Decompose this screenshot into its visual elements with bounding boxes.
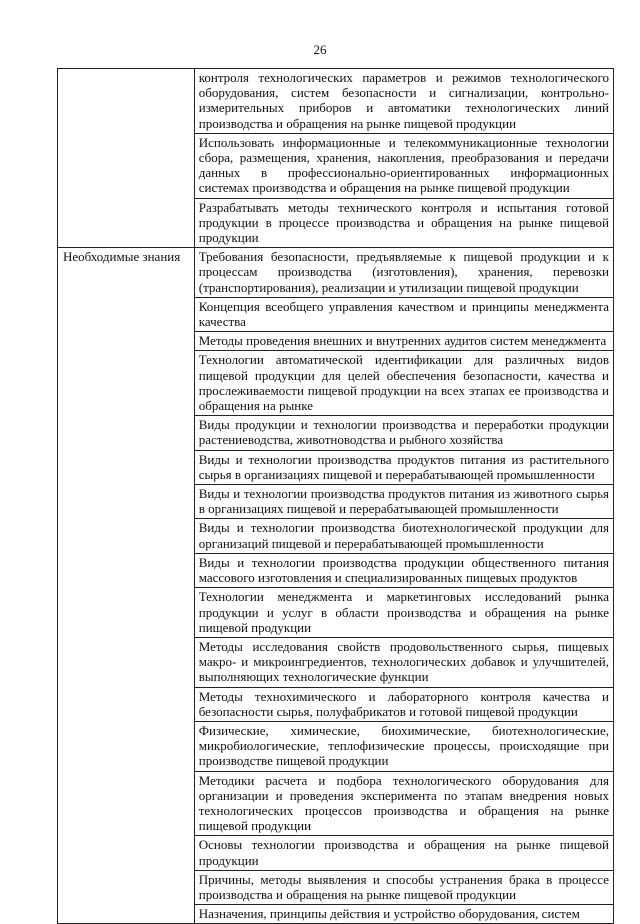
table-row — [58, 198, 614, 248]
table-cell-text: контроля технологических параметров и режимов технологического оборудования, систем безопасности и сигнализации, контрольно-измерительных приборов и автоматики технологических линий производства и обращения на рынке пищевой продукции — [194, 69, 613, 134]
page-number: 26 — [313, 42, 327, 57]
table-row — [58, 248, 614, 298]
table-cell-text: Использовать информационные и телекоммуникационные технологии сбора, размещения, хранения, накопления, преобразования и передачи данных в профессионально-ориентированных информационных системах производства и обращения на рынке пищевой продукции — [194, 133, 613, 198]
empty-label-cell — [58, 870, 195, 904]
empty-label-cell — [58, 637, 195, 687]
table-cell-text: Виды продукции и технологии производства и переработки продукции растениеводства, животноводства и рыбного хозяйства — [194, 416, 613, 450]
table-row — [58, 297, 614, 331]
empty-label-cell — [58, 553, 195, 587]
table-row — [58, 416, 614, 450]
competency-table — [57, 68, 614, 924]
table-cell-text: Разрабатывать методы технического контроля и испытания готовой продукции в процессе производства и обращения на рынке пищевой продукции — [194, 198, 613, 248]
table-cell-text: Виды и технологии производства продуктов питания из животного сырья в организациях пищевой и перерабатывающей промышленности — [194, 485, 613, 519]
table-cell-text: Физические, химические, биохимические, биотехнологические, микробиологические, теплофизические процессы, происходящие при производстве пищевой продукции — [194, 721, 613, 771]
table-row — [58, 351, 614, 416]
table-cell-text: Методы проведения внешних и внутренних аудитов систем менеджмента — [194, 332, 613, 351]
table-cell-text: Назначения, принципы действия и устройство оборудования, систем — [194, 905, 613, 924]
empty-label-cell — [58, 416, 195, 450]
empty-label-cell — [58, 519, 195, 553]
table-cell-text: Технологии менеджмента и маркетинговых исследований рынка продукции и услуг в области производства и обращения на рынке пищевой продукции — [194, 588, 613, 638]
empty-label-cell — [58, 198, 195, 248]
table-cell-text: Основы технологии производства и обращения на рынке пищевой продукции — [194, 836, 613, 870]
empty-label-cell — [58, 836, 195, 870]
table-cell-text: Виды и технологии производства биотехнологической продукции для организаций пищевой и перерабатывающей промышленности — [194, 519, 613, 553]
table-cell-text: Методы технохимического и лабораторного контроля качества и безопасности сырья, полуфабрикатов и готовой пищевой продукции — [194, 687, 613, 721]
empty-label-cell — [58, 297, 195, 331]
empty-label-cell — [58, 771, 195, 836]
table-row — [58, 332, 614, 351]
empty-label-cell — [58, 588, 195, 638]
table-cell-text: Методики расчета и подбора технологического оборудования для организации и проведения эксперимента по этапам внедрения новых технологических процессов производства и обращения на рынке пищевой продукции — [194, 771, 613, 836]
table-row — [58, 905, 614, 924]
empty-label-cell — [58, 69, 195, 134]
table-row — [58, 450, 614, 484]
table-row — [58, 836, 614, 870]
table-row — [58, 485, 614, 519]
empty-label-cell — [58, 133, 195, 198]
empty-label-cell — [58, 905, 195, 924]
table-cell-text: Виды и технологии производства продукции общественного питания массового изготовления и специализированных пищевых продуктов — [194, 553, 613, 587]
empty-label-cell — [58, 450, 195, 484]
empty-label-cell — [58, 687, 195, 721]
section-label: Необходимые знания — [58, 248, 195, 298]
table-cell-text: Методы исследования свойств продовольственного сырья, пищевых макро- и микроингредиентов, технологических добавок и улучшителей, выполняющих технологические функции — [194, 637, 613, 687]
empty-label-cell — [58, 332, 195, 351]
table-cell-text: Концепция всеобщего управления качеством и принципы менеджмента качества — [194, 297, 613, 331]
table-row — [58, 870, 614, 904]
table-row — [58, 519, 614, 553]
table-row — [58, 133, 614, 198]
table-row — [58, 69, 614, 134]
table-row — [58, 588, 614, 638]
empty-label-cell — [58, 351, 195, 416]
table-cell-text: Виды и технологии производства продуктов питания из растительного сырья в организациях пищевой и перерабатывающей промышленности — [194, 450, 613, 484]
table-cell-text: Причины, методы выявления и способы устранения брака в процессе производства и обращения на рынке пищевой продукции — [194, 870, 613, 904]
table-row — [58, 687, 614, 721]
table-row — [58, 721, 614, 771]
table-cell-text: Требования безопасности, предъявляемые к пищевой продукции и к процессам производства (изготовления), хранения, перевозки (транспортирования), реализации и утилизации пищевой продукции — [194, 248, 613, 298]
table-cell-text: Технологии автоматической идентификации для различных видов пищевой продукции для целей обеспечения безопасности, качества и прослеживаемости пищевой продукции на всех этапах ее производства и обращения на рынке — [194, 351, 613, 416]
table-row — [58, 771, 614, 836]
table-row — [58, 553, 614, 587]
empty-label-cell — [58, 721, 195, 771]
table-row — [58, 637, 614, 687]
empty-label-cell — [58, 485, 195, 519]
